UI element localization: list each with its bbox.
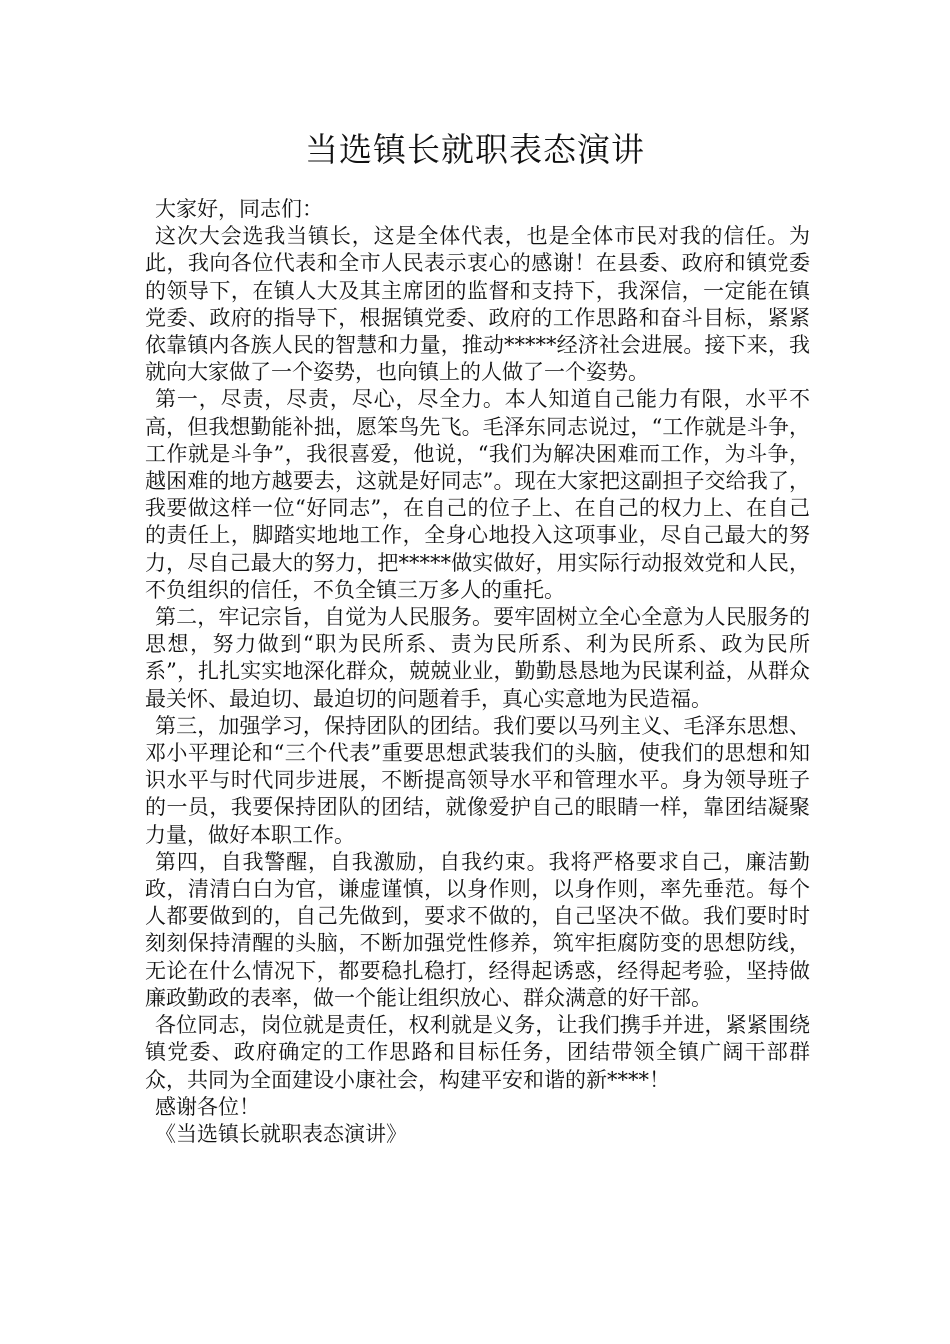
- paragraph-point-two: 第二，牢记宗旨，自觉为人民服务。要牢固树立全心全意为人民服务的思想，努力做到“职为民所系、责为民所系、利为民所系、政为民所系”，扎扎实实地深化群众，兢兢业业，勤勤恳恳地为民谋利益，从群众最关怀、最迫切、最迫切的问题着手，真心实意地为民造福。: [145, 605, 810, 711]
- paragraph-thanks: 感谢各位！: [155, 1094, 260, 1119]
- document-title: 当选镇长就职表态演讲: [305, 130, 645, 169]
- paragraph-point-four: 第四，自我警醒，自我激励，自我约束。我将严格要求自己，廉洁勤政，清清白白为官，谦虚谨慎，以身作则，以身作则，率先垂范。每个人都要做到的，自己先做到，要求不做的，自己坚决不做。我们要时时刻刻保持清醒的头脑，不断加强党性修养，筑牢拒腐防变的思想防线，无论在什么情况下，都要稳扎稳打，经得起诱惑，经得起考验，坚持做廉政勤政的表率，做一个能让组织放心、群众满意的好干部。: [145, 849, 810, 1010]
- paragraph-point-three: 第三，加强学习，保持团队的团结。我们要以马列主义、毛泽东思想、邓小平理论和“三个代表”重要思想武装我们的头脑，使我们的思想和知识水平与时代同步进展，不断提高领导水平和管理水平。身为领导班子的一员，我要保持团队的团结，就像爱护自己的眼睛一样，靠团结凝聚力量，做好本职工作。: [145, 713, 810, 847]
- paragraph-introduction: 这次大会选我当镇长，这是全体代表，也是全体市民对我的信任。为此，我向各位代表和全市人民表示衷心的感谢！在县委、政府和镇党委的领导下，在镇人大及其主席团的监督和支持下，我深信，一定能在镇党委、政府的指导下，根据镇党委、政府的工作思路和奋斗目标，紧紧依靠镇内各族人民的智慧和力量，推动*****经济社会进展。接下来，我就向大家做了一个姿势，也向镇上的人做了一个姿势。: [145, 224, 810, 385]
- paragraph-greeting: 大家好，同志们：: [155, 197, 323, 221]
- paragraph-point-one: 第一，尽责，尽责，尽心，尽全力。本人知道自己能力有限，水平不高，但我想勤能补拙，愿笨鸟先飞。毛泽东同志说过，“工作就是斗争，工作就是斗争”，我很喜爱，他说，“我们为解决困难而工作，为斗争，越困难的地方越要去，这就是好同志”。现在大家把这副担子交给我了，我要做这样一位“好同志”，在自己的位子上、在自己的权力上、在自己的责任上，脚踏实地地工作，全身心地投入这项事业，尽自己最大的努力，尽自己最大的努力，把*****做实做好，用实际行动报效党和人民，不负组织的信任，不负全镇三万多人的重托。: [145, 387, 810, 602]
- document-body: [145, 196, 810, 1148]
- paragraph-source-title: 《当选镇长就职表态演讲》: [155, 1121, 407, 1146]
- paragraph-closing: 各位同志，岗位就是责任，权利就是义务，让我们携手并进，紧紧围绕镇党委、政府确定的工作思路和目标任务，团结带领全镇广阔干部群众，共同为全面建设小康社会，构建平安和谐的新****！: [145, 1013, 810, 1092]
